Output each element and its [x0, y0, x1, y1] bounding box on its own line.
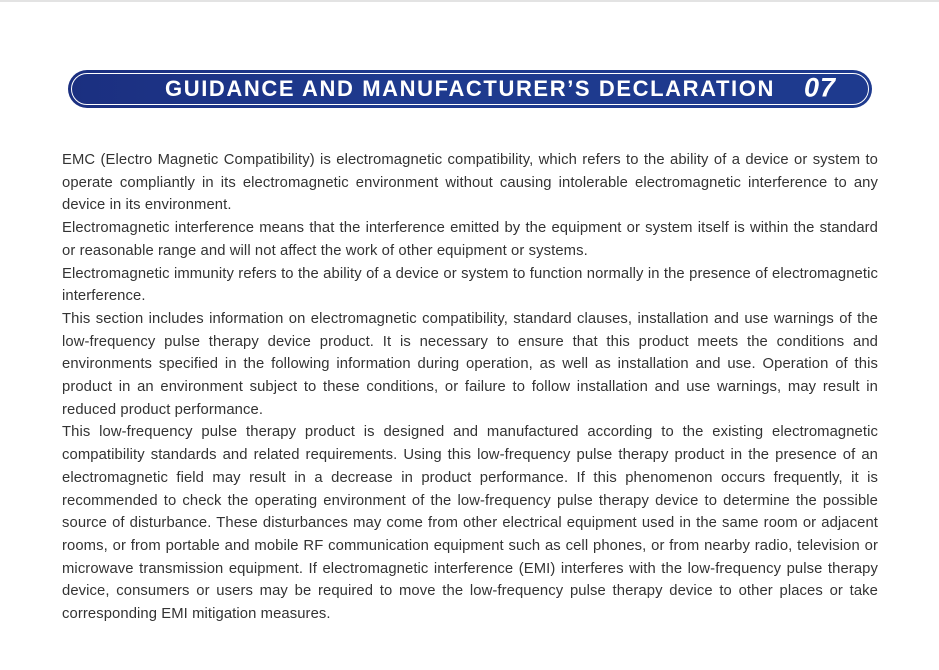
paragraph-emc-definition: EMC (Electro Magnetic Compatibility) is electromagnetic compatibility, which refers to the ability of a device or system to operate compliantly in its electromagnetic environment without causing intolerable electromagnetic interference to any device in its environment. — [62, 152, 878, 214]
page-number: 07 — [803, 72, 836, 103]
section-header-banner — [68, 70, 872, 108]
body-text — [62, 149, 878, 626]
paragraph-interference-definition: Electromagnetic interference means that the interference emitted by the equipment or system itself is within the standard or reasonable range and will not affect the work of other equipment or systems. — [62, 220, 878, 259]
paragraph-immunity-definition: Electromagnetic immunity refers to the ability of a device or system to function normally in the presence of electromagnetic interference. — [62, 265, 878, 305]
paragraph-product-emc-guidance: This low-frequency pulse therapy product is designed and manufactured according to the existing electromagnetic compatibility standards and related requirements. Using this low-frequency pulse therapy product in the presence of an electromagnetic field may result in a decrease in product performance. If this phenomenon occurs frequently, it is recommended to check the operating environment of the low-frequency pulse therapy device to determine the possible source of disturbance. These disturbances may come from other electrical equipment used in the same room or adjacent rooms, or from portable and mobile RF communication equipment such as cell phones, or from nearby radio, television or microwave transmission equipment. If electromagnetic interference (EMI) interferes with the low-frequency pulse therapy device, consumers or users may be required to move the low-frequency pulse therapy device to other places or take corresponding EMI mitigation measures. — [62, 424, 878, 623]
paragraph-section-overview: This section includes information on electromagnetic compatibility, standard clauses, installation and use warnings of the low-frequency pulse therapy device product. It is necessary to ensure that this product meets the conditions and environments specified in the following information during operation, as well as installation and use. Operation of this product in an environment subject to these conditions, or failure to follow installation and use warnings, may result in reduced product performance. — [62, 310, 878, 418]
section-header-title: GUIDANCE AND MANUFACTURER’S DECLARATION — [165, 76, 775, 101]
